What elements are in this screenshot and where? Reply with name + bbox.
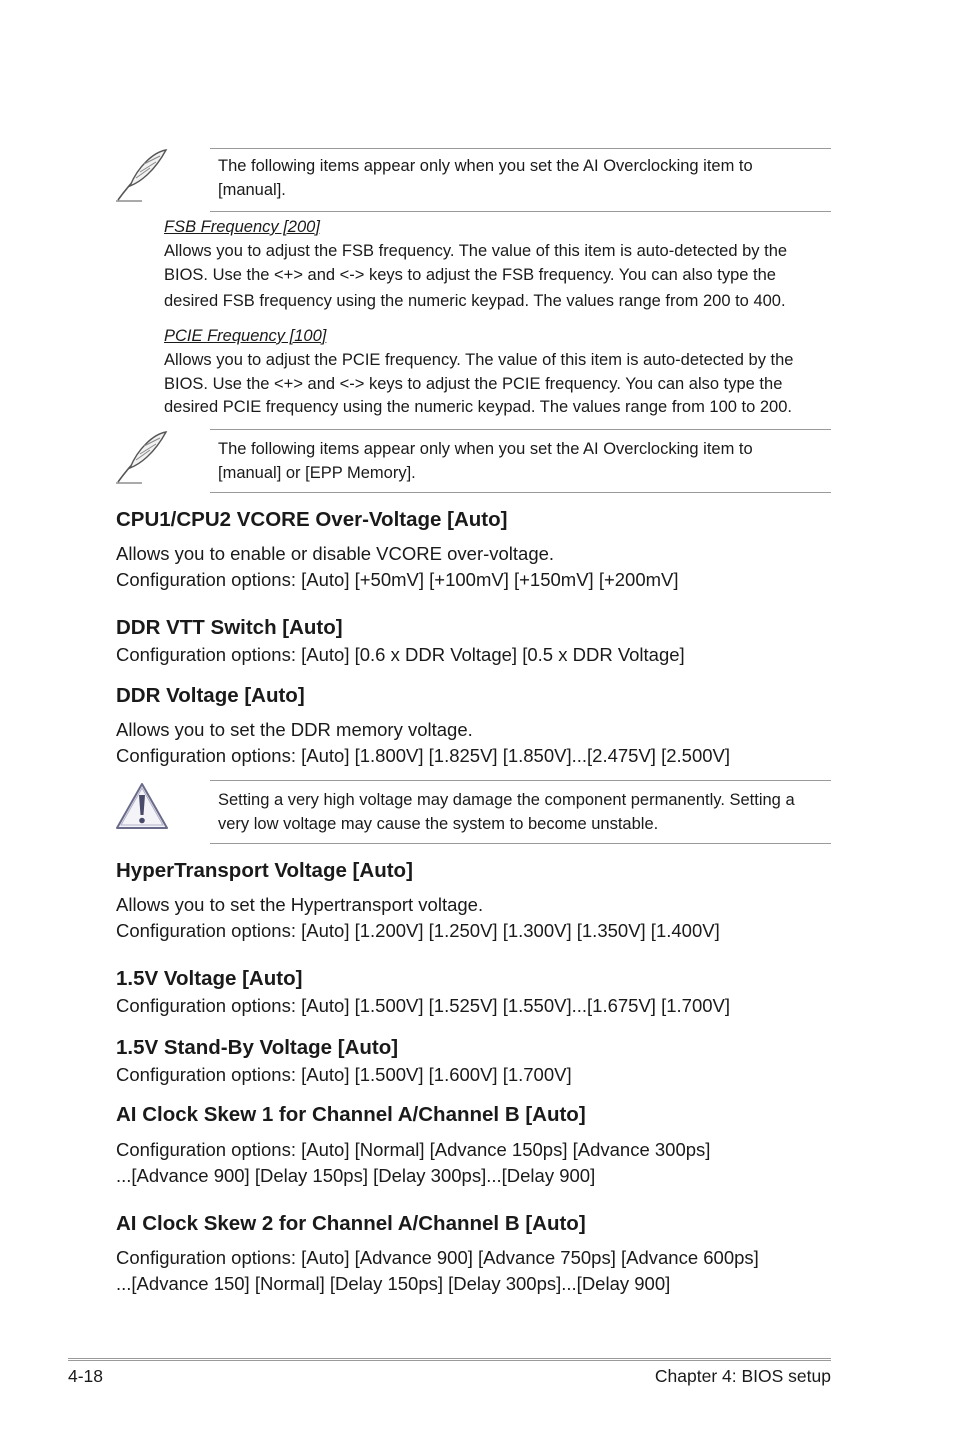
section-body	[116, 1137, 836, 1189]
section-heading: DDR Voltage [Auto]	[116, 684, 305, 707]
sub-item-title: PCIE Frequency [100]	[164, 327, 327, 345]
sub-item-line: Allows you to adjust the PCIE frequency. The value of this item is auto-detected by the	[164, 351, 794, 369]
section-body	[116, 1245, 836, 1297]
section-heading: 1.5V Stand-By Voltage [Auto]	[116, 1036, 399, 1059]
section-line: Configuration options: [Auto] [Advance 900] [Advance 750ps] [Advance 600ps]	[116, 1247, 759, 1268]
sub-item-body	[164, 240, 834, 314]
warning-text-line: very low voltage may cause the system to become unstable.	[218, 814, 659, 833]
section-line: Configuration options: [Auto] [0.6 x DDR Voltage] [0.5 x DDR Voltage]	[116, 644, 685, 665]
sub-item-body	[164, 349, 834, 420]
section-line: ...[Advance 150] [Normal] [Delay 150ps] [Delay 300ps]...[Delay 900]	[116, 1273, 671, 1294]
warning-box	[210, 780, 831, 844]
note-text-line: [manual] or [EPP Memory].	[218, 463, 416, 482]
section-body	[116, 993, 836, 1019]
section-line: Configuration options: [Auto] [+50mV] [+100mV] [+150mV] [+200mV]	[116, 569, 679, 590]
section-heading: DDR VTT Switch [Auto]	[116, 616, 343, 639]
feather-pen-icon	[114, 428, 174, 486]
note-text-line: The following items appear only when you set the AI Overclocking item to	[218, 157, 753, 175]
section-line: ...[Advance 900] [Delay 150ps] [Delay 300ps]...[Delay 900]	[116, 1165, 596, 1186]
section-line: Configuration options: [Auto] [1.800V] [1.825V] [1.850V]...[2.475V] [2.500V]	[116, 745, 731, 766]
warning-text-line: Setting a very high voltage may damage the component permanently. Setting a	[218, 791, 795, 809]
sub-item-line: Allows you to adjust the FSB frequency. The value of this item is auto-detected by the	[164, 242, 788, 260]
section-heading: HyperTransport Voltage [Auto]	[116, 859, 413, 882]
section-heading: 1.5V Voltage [Auto]	[116, 967, 303, 990]
section-line: Configuration options: [Auto] [1.500V] [1.525V] [1.550V]...[1.675V] [1.700V]	[116, 995, 731, 1016]
section-line: Configuration options: [Auto] [1.200V] [1.250V] [1.300V] [1.350V] [1.400V]	[116, 920, 720, 941]
note-box-1	[210, 148, 831, 212]
footer-divider	[68, 1358, 831, 1361]
feather-pen-icon	[114, 146, 174, 204]
sub-item-title: FSB Frequency [200]	[164, 218, 320, 236]
sub-item-line: desired PCIE frequency using the numeric keypad. The values range from 100 to 200.	[164, 398, 792, 416]
chapter-label: Chapter 4: BIOS setup	[654, 1366, 831, 1386]
section-line: Allows you to enable or disable VCORE over-voltage.	[116, 543, 555, 564]
section-body	[116, 1062, 836, 1088]
section-body	[116, 717, 836, 769]
section-line: Allows you to set the DDR memory voltage.	[116, 719, 473, 740]
section-body	[116, 892, 836, 944]
section-heading: AI Clock Skew 2 for Channel A/Channel B [Auto]	[116, 1212, 586, 1235]
warning-triangle-icon	[114, 781, 170, 831]
sub-item-line: desired FSB frequency using the numeric keypad. The values range from 200 to 400.	[164, 292, 786, 310]
section-body	[116, 642, 836, 668]
section-heading: CPU1/CPU2 VCORE Over-Voltage [Auto]	[116, 508, 508, 531]
section-line: Configuration options: [Auto] [1.500V] [1.600V] [1.700V]	[116, 1064, 572, 1085]
section-heading: AI Clock Skew 1 for Channel A/Channel B [Auto]	[116, 1103, 586, 1126]
page-number: 4-18	[68, 1366, 104, 1386]
note-box-2	[210, 429, 831, 493]
section-line: Allows you to set the Hypertransport voltage.	[116, 894, 484, 915]
sub-item-line: BIOS. Use the <+> and <-> keys to adjust the PCIE frequency. You can also type the	[164, 374, 783, 393]
section-body	[116, 541, 836, 593]
note-text-line: The following items appear only when you set the AI Overclocking item to	[218, 440, 753, 458]
section-line: Configuration options: [Auto] [Normal] [Advance 150ps] [Advance 300ps]	[116, 1139, 711, 1160]
sub-item-line: BIOS. Use the <+> and <-> keys to adjust the FSB frequency. You can also type the	[164, 265, 776, 284]
note-text-line: [manual].	[218, 180, 286, 199]
